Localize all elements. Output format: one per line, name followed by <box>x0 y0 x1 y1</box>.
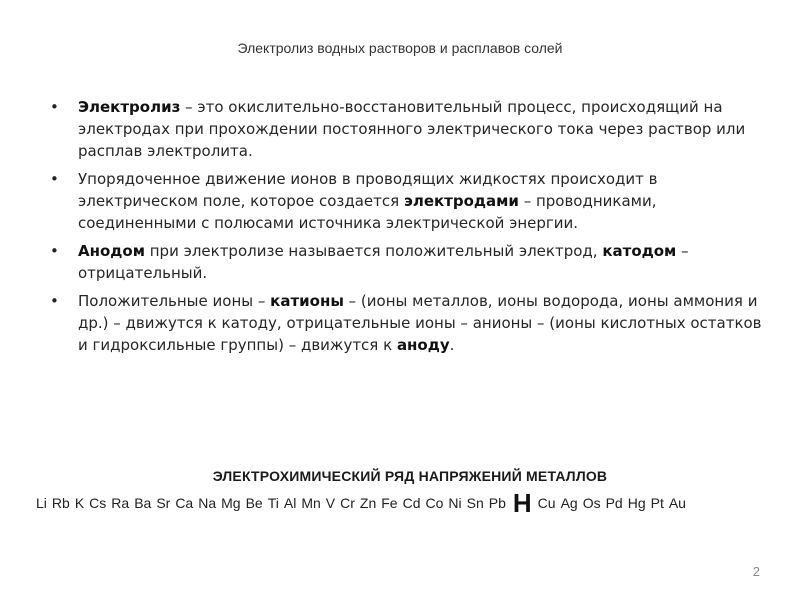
series-metal: Fe <box>381 495 398 511</box>
series-metal: V <box>325 495 336 511</box>
bullet-dot-icon: • <box>50 292 59 310</box>
bullet-item-anode-cathode <box>48 240 768 284</box>
series-metal: Au <box>668 495 686 511</box>
series-metal: Sn <box>466 495 484 511</box>
bullet-dot-icon: • <box>50 98 59 116</box>
series-metal: Pd <box>605 495 623 511</box>
series-metal: Pb <box>488 495 506 511</box>
series-metal: Al <box>283 495 297 511</box>
bullet-item-ion-movement <box>48 168 768 234</box>
bullet-text: – проводниками, соединенными с полюсами источника электрической энергии. <box>78 192 657 232</box>
term-cations: катионы <box>270 292 344 310</box>
bullet-dot-icon: • <box>50 242 59 260</box>
series-metal: Mn <box>301 495 321 511</box>
activity-series-row <box>36 490 796 516</box>
bullet-text: при электролизе называется положительный электрод, <box>144 242 603 260</box>
bullet-dot-icon: • <box>50 170 59 188</box>
term-electrodes: электродами <box>403 192 519 210</box>
series-metal: Ba <box>134 495 152 511</box>
slide-title: Электролиз водных растворов и расплавов солей <box>237 40 563 56</box>
bullet-text: – это окислительно-восстановительный процесс, происходящий на электродах при прохождении постоянного электрического тока через раствор или расплав электролита. <box>78 98 746 160</box>
series-metal: Cr <box>340 495 355 511</box>
series-metal: K <box>74 495 85 511</box>
series-metal: Pt <box>650 495 664 511</box>
bullet-text: . <box>449 336 455 354</box>
series-metal: Co <box>425 495 444 511</box>
bullet-text: – (ионы металлов, ионы водорода, ионы аммония и др.) – движутся к катоду, отрицательные ионы – анионы – (ионы кислотных остатков и гидроксильные группы) – движутся к <box>78 292 762 354</box>
series-metal: Mg <box>221 495 241 511</box>
term-anode-target: аноду <box>396 336 450 354</box>
bullet-text: Положительные ионы – <box>78 292 271 310</box>
series-metal: Na <box>198 495 217 511</box>
activity-series-title: ЭЛЕКТРОХИМИЧЕСКИЙ РЯД НАПРЯЖЕНИЙ МЕТАЛЛОВ <box>212 468 608 484</box>
bullet-text: Упорядоченное движение ионов в проводящих жидкостях происходит в электрическом поле, которое создается <box>78 170 658 210</box>
series-metal: Li <box>36 495 47 511</box>
term-cathode: катодом <box>602 242 677 260</box>
series-metal: Ag <box>560 495 578 511</box>
series-metal: Sr <box>156 495 171 511</box>
series-hydrogen: H <box>512 488 532 518</box>
bullet-list <box>48 96 768 362</box>
page-number: 2 <box>752 564 760 579</box>
series-metal: Hg <box>627 495 646 511</box>
series-metal: Ti <box>267 495 279 511</box>
series-metal: Cd <box>402 495 421 511</box>
series-metal: Ni <box>448 495 462 511</box>
series-metal: Ca <box>175 495 194 511</box>
series-metal: Rb <box>51 495 70 511</box>
series-metal: Cs <box>89 495 107 511</box>
series-metal: Ra <box>111 495 130 511</box>
bullet-item-ions <box>48 290 768 356</box>
term-anode: Анодом <box>78 242 145 260</box>
series-metal: Cu <box>537 495 556 511</box>
series-metal: Be <box>245 495 263 511</box>
series-metal: Zn <box>359 495 377 511</box>
term-electrolysis: Электролиз <box>78 98 181 116</box>
series-metal: Os <box>582 495 601 511</box>
bullet-text: – отрицательный. <box>78 242 689 282</box>
bullet-item-electrolysis <box>48 96 768 162</box>
